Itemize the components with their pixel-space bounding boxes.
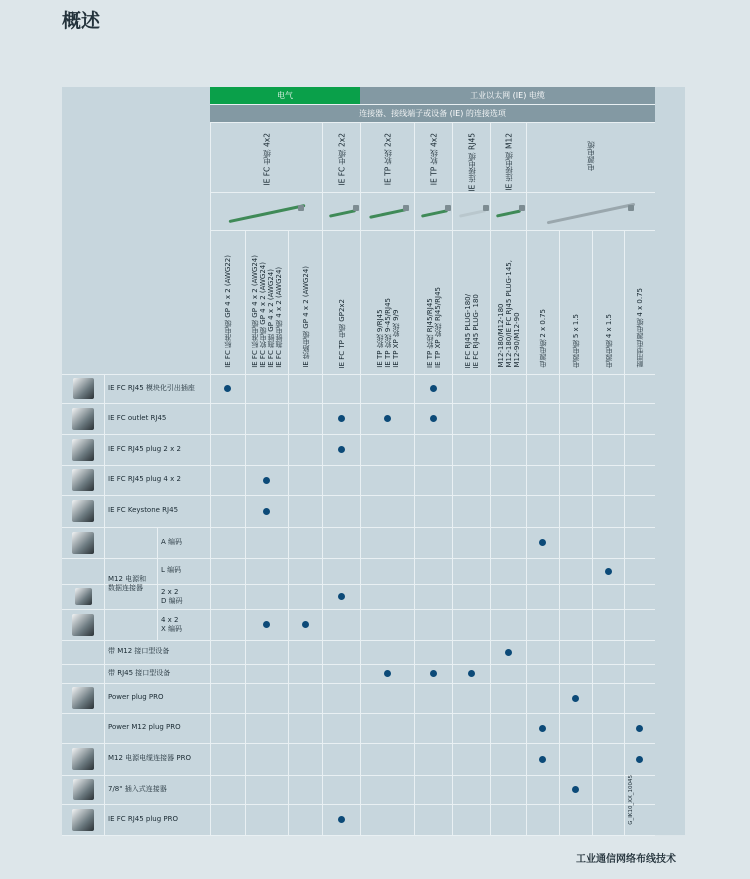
row-label: Power M12 plug PRO [108,723,181,731]
row-label: 4 x 2 X 编码 [161,615,183,633]
grid-col-line [157,527,158,640]
grid-col-line [490,374,491,835]
column-header-label: IE TP 软线 RJ45/RJ45 IE TP XP 软线 RJ45/RJ45 [425,287,442,368]
grid-row-line [62,743,655,744]
cable-icon [329,209,356,217]
image-code: G_IK10_XX_10045 [628,775,634,825]
cable-group-label: IE FC 电缆 4x2 [262,133,271,186]
compatibility-dot [636,725,643,732]
cable-image [452,192,490,230]
page-title: 概述 [62,10,101,32]
connector-icon [445,205,451,211]
compatibility-dot [338,415,345,422]
compatibility-dot [263,508,270,515]
column-header-label: IE FC RJ45 PLUG-180/ IE FC RJ45 PLUG- 180 [463,293,480,368]
column-header [414,230,452,374]
cable-icon [496,209,521,217]
product-icon [72,439,94,461]
column-header [559,230,592,374]
m12-group-label: M12 电源和 数据连接器 [108,574,147,592]
row-label: IE FC Keystone RJ45 [108,506,179,514]
column-header-label: IE FC 标准电缆 GP 4 x 2 (AWG24) IE FC 软电缆 GP 4 x 2 (AWG24) IE FC 拖链 GP 4 x 2 (AWG24) IE FC 拖链电缆 4 x 2 (AWG24) [251,255,283,368]
column-header [624,230,655,374]
column-header [245,230,288,374]
grid-col-line [245,374,246,835]
cable-image [322,192,360,230]
grid-row-line [62,835,655,836]
footer-title: 工业通信网络布线技术 [576,854,676,865]
product-icon [72,809,94,831]
column-header-label: IE TP 软线 9/RJ45 IE TP 软线 9-45/RJ45 IE TP XP 软线 9/9 [375,298,400,368]
product-icon [72,500,94,522]
grid-row-line [62,713,655,714]
column-header [210,230,245,374]
grid-row-line [62,558,655,559]
grid-row-line [62,664,655,665]
compatibility-dot [539,539,546,546]
grid-row-line [62,403,655,404]
row-label: 2 x 2 D 编码 [161,587,183,605]
compatibility-dot [384,415,391,422]
cable-group-label: IE FC 电缆 2x2 [337,133,346,186]
grid-col-line [559,374,560,835]
product-icon [72,614,94,636]
row-label: 7/8" 插入式连接器 [108,784,167,793]
connector-icon [519,205,525,211]
cable-group-header [360,122,414,192]
connector-icon [628,205,634,211]
band-ie: 工业以太网 (IE) 电缆 [360,87,655,104]
column-header-label: 电源电缆 2 x 0.75 [539,309,547,368]
grid-col-line [624,374,625,835]
grid-row-line [62,465,655,466]
connector-icon [403,205,409,211]
cable-icon [547,203,636,225]
grid-col-line [288,374,289,835]
compatibility-table [62,87,685,835]
connector-icon [353,205,359,211]
compatibility-dot [263,477,270,484]
band-connectors: 连接器、接线端子或设备 (IE) 的连接选项 [210,104,655,122]
column-header-label: 电源电缆 5 x 1.5 [572,313,580,368]
compatibility-dot [572,786,579,793]
cable-image [360,192,414,230]
grid-row-line [62,775,655,776]
row-label: L 编码 [161,566,182,574]
compatibility-dot [338,593,345,600]
cable-icon [421,209,448,217]
row-label: IE FC RJ45 plug 4 x 2 [108,475,181,483]
row-label: Power plug PRO [108,693,164,701]
grid-row-line [62,804,655,805]
row-label: IE FC RJ45 模块化引出插座 [108,383,195,392]
row-label: A 编码 [161,537,183,546]
product-icon [72,469,94,491]
column-header [452,230,490,374]
cable-image [526,192,655,230]
product-icon [73,378,94,399]
cable-group-header [210,122,322,192]
compatibility-dot [224,385,231,392]
column-header-label: IE 铁路电缆 GP 4 x 2 (AWG24) [301,266,310,368]
compatibility-dot [338,446,345,453]
product-icon [75,588,92,605]
compatibility-dot [430,415,437,422]
cable-group-label: IE TP 软线 4x2 [429,133,438,186]
cable-image [414,192,452,230]
column-header-label: IE FC 标准电缆 GP 4 x 2 (AWG22) [224,255,232,368]
grid-col-line [452,374,453,835]
cable-group-header [452,122,490,192]
column-header [322,230,360,374]
cable-icon [459,209,486,217]
compatibility-dot [430,385,437,392]
column-header [360,230,414,374]
compatibility-dot [572,695,579,702]
compatibility-dot [384,670,391,677]
grid-row-line [62,683,655,684]
cable-group-label: IE 连接电缆 RJ45 [467,133,476,192]
column-header-label: M12-180/M12-180 M12-180/IE FC RJ45 PLUG-145, M12-90/M12-90 [496,260,521,368]
row-label: M12 电源电缆连接器 PRO [108,754,191,762]
grid-row-line [62,584,655,585]
grid-col-line [210,374,211,835]
column-header-label: 电源电缆 4 x 1.5 [604,313,613,368]
compatibility-dot [430,670,437,677]
cable-image [210,192,322,230]
cable-group-header [414,122,452,192]
compatibility-dot [539,756,546,763]
band-electric: 电气 [210,87,360,104]
grid-row-line [62,374,655,375]
cable-group-header [490,122,526,192]
row-label: IE FC outlet RJ45 [108,413,167,422]
grid-col-line [592,374,593,835]
compatibility-dot [468,670,475,677]
product-icon [73,779,94,800]
compatibility-dot [636,756,643,763]
grid-col-line [360,374,361,835]
grid-col-line [414,374,415,835]
row-label: 带 RJ45 接口型设备 [108,668,171,677]
column-header [288,230,322,374]
connector-icon [483,205,489,211]
grid-col-line [104,374,105,835]
row-label: IE FC RJ45 plug 2 x 2 [108,444,181,453]
compatibility-dot [539,725,546,732]
grid-col-line [322,374,323,835]
cable-icon [369,208,407,219]
connector-icon [298,205,304,211]
cable-group-header [526,122,655,192]
compatibility-dot [338,816,345,823]
row-label: 带 M12 接口型设备 [108,647,170,655]
grid-row-line [62,495,655,496]
cable-group-label: IE TP 软线 2x2 [383,133,392,186]
compatibility-dot [605,568,612,575]
grid-row-line [62,609,655,610]
compatibility-dot [505,649,512,656]
product-icon [72,748,94,770]
cable-image [490,192,526,230]
cable-group-header [322,122,360,192]
compatibility-dot [263,621,270,628]
compatibility-dot [302,621,309,628]
grid-col-line [526,374,527,835]
column-header [526,230,559,374]
grid-row-line [62,640,655,641]
column-header-label: 耐用型电源电缆 4 x 0.75 [636,288,644,368]
grid-row-line [62,434,655,435]
column-header-label: IE FC TP 电缆 GP2x2 [337,298,346,368]
product-icon [72,408,94,430]
cable-group-label: IE 连接电缆 M12 [504,133,513,191]
product-icon [72,687,94,709]
column-header [592,230,624,374]
cable-icon [228,204,305,223]
product-icon [72,532,94,554]
column-header [490,230,526,374]
row-label: IE FC RJ45 plug PRO [108,814,178,823]
cable-group-label: 电源电缆 [586,141,596,171]
grid-row-line [62,527,655,528]
